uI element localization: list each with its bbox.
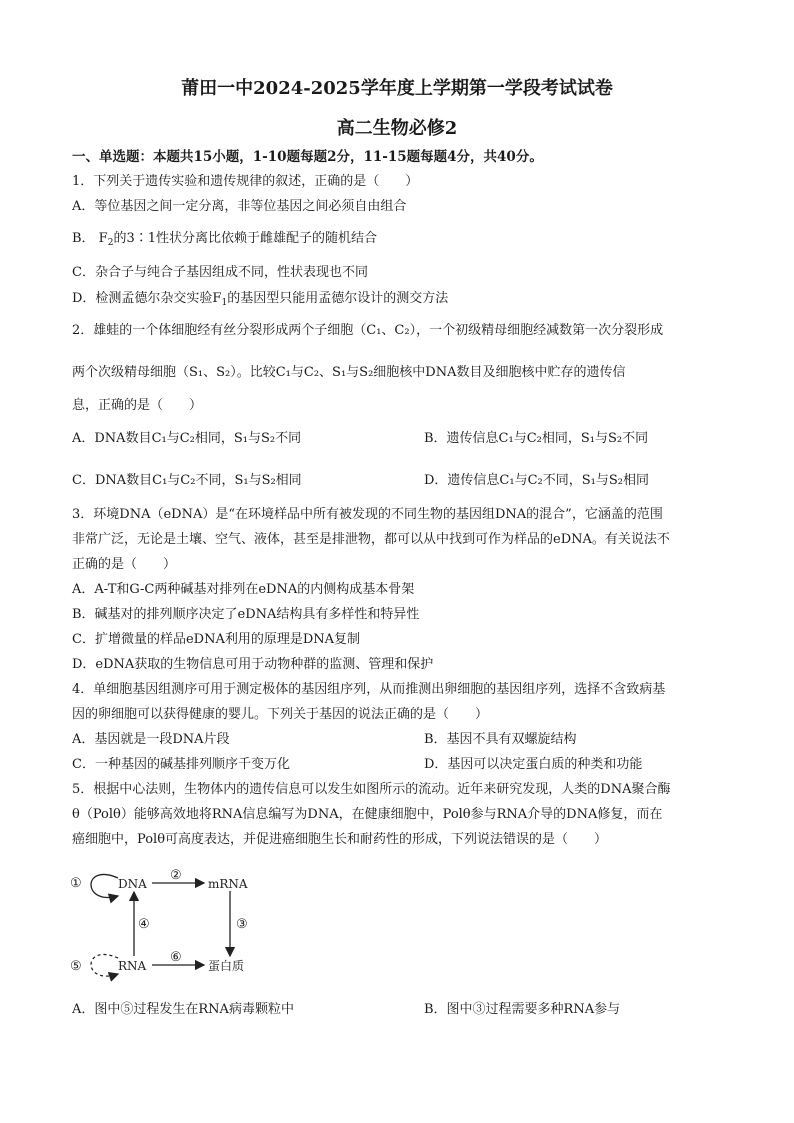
marker-4: ④ [138, 917, 150, 932]
marker-5: ⑤ [70, 959, 82, 974]
q1-option-a: A．等位基因之间一定分离，非等位基因之间必须自由组合 [72, 199, 407, 214]
arrow-replication [91, 874, 118, 897]
q2-stem-line1: 2．雄蛙的一个体细胞经有丝分裂形成两个子细胞（C₁、C₂），一个初级精母细胞经减数第一次分裂形成 [72, 323, 664, 338]
central-dogma-diagram [66, 858, 266, 988]
marker-3: ③ [236, 917, 248, 932]
q4-option-c: C．一种基因的碱基排列顺序千变万化 [72, 757, 290, 772]
q4-option-d: D．基因可以决定蛋白质的种类和功能 [424, 757, 643, 772]
arrow-rna-replication [91, 954, 118, 976]
q1-option-d: D．检测孟德尔杂交实验$F_1$的基因型只能用孟德尔设计的测交方法 [72, 291, 449, 308]
q4-option-a: A．基因就是一段DNA片段 [72, 732, 230, 747]
q1-option-c: C．杂合子与纯合子基因组成不同，性状表现也不同 [72, 265, 368, 280]
q2-option-d: D．遗传信息C₁与C₂不同，S₁与S₂相同 [424, 473, 649, 488]
section-heading: 一、单选题：本题共15小题，1-10题每题2分，11-15题每题4分，共40分。 [72, 149, 543, 165]
label-protein: 蛋白质 [208, 959, 245, 973]
page-title: 莆田一中2024-2025学年度上学期第一学段考试试卷 [181, 78, 613, 99]
marker-6: ⑥ [170, 950, 182, 965]
q3-stem-line3: 正确的是（ ） [72, 557, 177, 572]
q1-option-b: B． $F_2$的3∶1性状分离比依赖于雌雄配子的随机结合 [72, 231, 377, 248]
page-subtitle: 高二生物必修2 [336, 118, 458, 139]
q4-stem-line1: 4．单细胞基因组测序可用于测定极体的基因组序列，从而推测出卵细胞的基因组序列，选择不含致病基 [72, 682, 666, 697]
q1-stem: 1．下列关于遗传实验和遗传规律的叙述，正确的是（ ） [72, 174, 419, 189]
marker-2: ② [170, 868, 182, 883]
q2-option-c: C．DNA数目C₁与C₂不同，S₁与S₂相同 [72, 473, 302, 488]
q5-stem-line1: 5．根据中心法则，生物体内的遗传信息可以发生如图所示的流动。近年来研究发现，人类的DNA聚合酶 [72, 782, 671, 797]
q3-stem-line2: 非常广泛，无论是土壤、空气、液体，甚至是排泄物，都可以从中找到可作为样品的eDNA。有关说法不 [72, 532, 670, 547]
q2-option-a: A．DNA数目C₁与C₂相同，S₁与S₂不同 [72, 431, 302, 446]
q3-option-a: A．A-T和G-C两种碱基对排列在eDNA的内侧构成基本骨架 [72, 582, 415, 597]
q3-option-b: B．碱基对的排列顺序决定了eDNA结构具有多样性和特异性 [72, 607, 420, 622]
q5-stem-line2: θ（Polθ）能够高效地将RNA信息编写为DNA，在健康细胞中，Polθ参与RNA介导的DNA修复，而在 [72, 807, 663, 822]
q2-stem-line3: 息，正确的是（ ） [72, 398, 203, 413]
label-mrna: mRNA [208, 877, 248, 891]
q5-stem-line3: 癌细胞中，Polθ可高度表达，并促进癌细胞生长和耐药性的形成，下列说法错误的是（ ） [72, 832, 608, 847]
q3-stem-line1: 3．环境DNA（eDNA）是“在环境样品中所有被发现的不同生物的基因组DNA的混合”，它涵盖的范围 [72, 507, 663, 522]
q5-option-a: A．图中⑤过程发生在RNA病毒颗粒中 [72, 1002, 294, 1017]
q3-option-d: D．eDNA获取的生物信息可用于动物种群的监测、管理和保护 [72, 657, 434, 672]
q2-option-b: B．遗传信息C₁与C₂相同，S₁与S₂不同 [424, 431, 649, 446]
label-dna: DNA [118, 877, 147, 891]
label-rna: RNA [118, 959, 147, 973]
q3-option-c: C．扩增微量的样品eDNA利用的原理是DNA复制 [72, 632, 361, 647]
marker-1: ① [70, 876, 82, 891]
q4-stem-line2: 因的卵细胞可以获得健康的婴儿。下列关于基因的说法正确的是（ ） [72, 707, 489, 722]
q4-option-b: B．基因不具有双螺旋结构 [424, 732, 577, 747]
q2-stem-line2: 两个次级精母细胞（S₁、S₂）。比较C₁与C₂、S₁与S₂细胞核中DNA数目及细胞核中贮存的遗传信 [72, 365, 626, 380]
q5-option-b: B．图中③过程需要多种RNA参与 [424, 1002, 621, 1017]
